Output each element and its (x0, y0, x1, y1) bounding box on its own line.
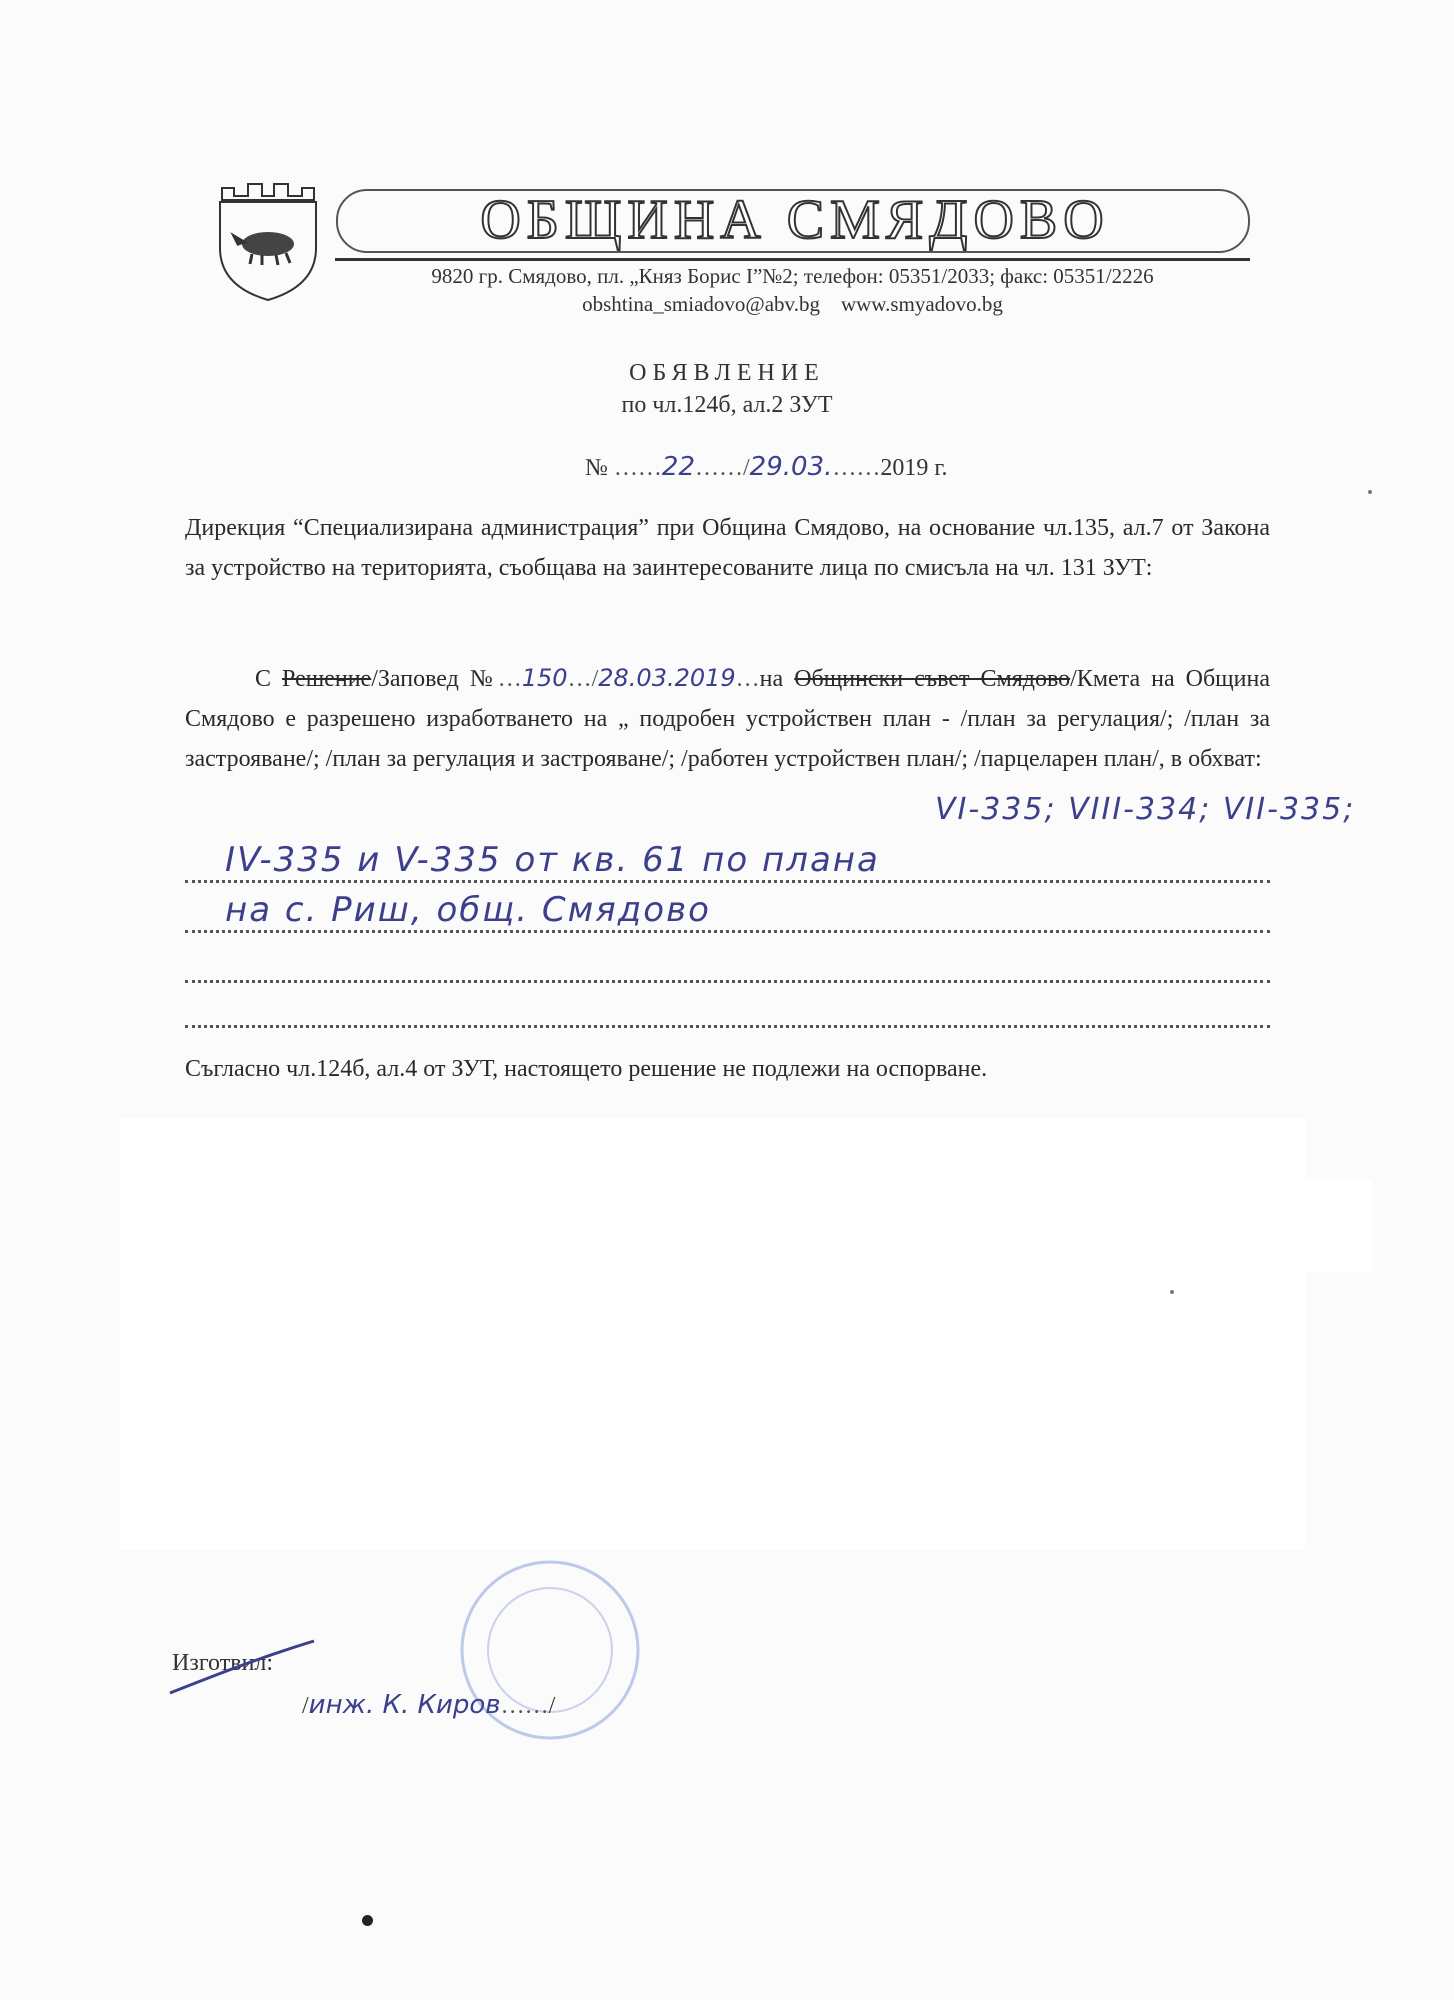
letterhead-address-block (335, 262, 1250, 318)
paragraph-intro: Дирекция “Специализирана администрация” при Община Смядово, на основание чл.135, ал.7 от Закона за устройство на територията, съобщава на заинтересованите лица по смисъла на чл. 131 ЗУТ: (185, 515, 1270, 581)
paragraph-order: С Решение/Заповед №…150…/28.03.2019…на Общински съвет Смядово/Кмета на Община Смядово е разрешено изработването на „ подробен устройствен план - /план за регулация/; /план за застрояване/; /план за регулация и застрояване/; /работен устройствен план/; /парцеларен план/, в обхват: (185, 664, 1271, 772)
ink-dot (362, 1915, 373, 1926)
document-title: ОБЯВЛЕНИЕ (629, 360, 825, 386)
letterhead-divider (335, 258, 1250, 261)
document-number-line: № ……22……/29.03.……2019 г. (585, 452, 948, 482)
dotted-line-3 (185, 980, 1270, 983)
handwritten-scope-line-2: IV-335 и V-335 от кв. 61 по плана (225, 840, 880, 880)
signature-stroke (168, 1638, 318, 1698)
number-year: 2019 г. (880, 455, 948, 481)
paragraph-appeal-note: Съгласно чл.124б, ал.4 от ЗУТ, настоящето решение не подлежи на оспорване. (185, 1056, 988, 1082)
dotted-line-4 (185, 1025, 1270, 1028)
handwritten-scope-line-3: на с. Риш, общ. Смядово (225, 890, 711, 930)
dotted-line-1 (185, 880, 1270, 883)
letterhead-contacts: obshtina_smiadovo@abv.bg www.smyadovo.bg (582, 292, 1003, 316)
document-subtitle: по чл.124б, ал.2 ЗУТ (621, 392, 833, 418)
scan-speck (1368, 490, 1372, 494)
handwritten-signer-name: инж. К. Киров (308, 1690, 501, 1720)
handwritten-scope-line-1: VI-335; VIII-334; VII-335; (935, 792, 1356, 827)
letterhead-address: 9820 гр. Смядово, пл. „Княз Борис I”№2; телефон: 05351/2033; факс: 05351/2226 (431, 264, 1154, 288)
redacted-area (120, 1118, 1305, 1550)
handwritten-order-number: 150 (521, 664, 568, 692)
handwritten-number: 22 (661, 452, 695, 482)
handwritten-order-date: 28.03.2019 (598, 664, 736, 692)
scan-speck (1170, 1290, 1174, 1294)
dotted-line-2 (185, 930, 1270, 933)
signer-line: /инж. К. Киров……/ (302, 1690, 556, 1720)
handwritten-date: 29.03. (749, 452, 833, 482)
number-prefix: № (585, 455, 608, 481)
svg-text:ОБЩИНА СМЯДОВО: ОБЩИНА СМЯДОВО (480, 189, 1110, 251)
struck-words-council: Общински съвет Смядово (794, 666, 1071, 692)
prepared-by-label: Изготвил: (172, 1650, 274, 1676)
municipality-name-banner (335, 186, 1255, 256)
struck-word-decision: Решение (282, 666, 372, 692)
redacted-area-edge (1300, 1180, 1372, 1272)
municipality-crest-icon (212, 178, 324, 304)
